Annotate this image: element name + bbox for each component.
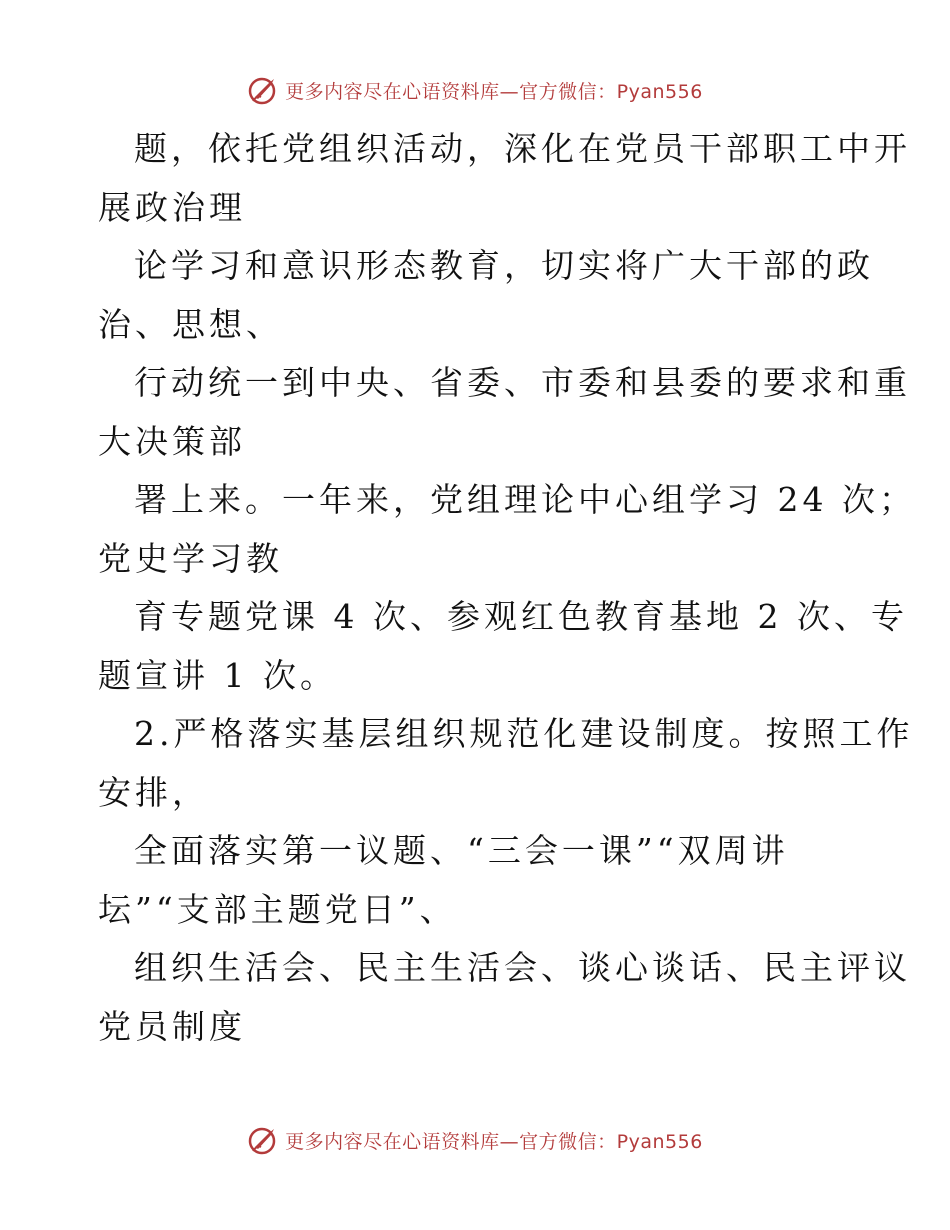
text-line: 治、思想、 — [98, 304, 283, 344]
text-line: 全面落实第一议题、“三会一课”“双周讲 — [134, 831, 789, 870]
text-line: 行动统一到中央、省委、市委和县委的要求和重 — [134, 363, 911, 402]
text-line: 坛”“支部主题党日”、 — [98, 889, 457, 929]
text-line: 党员制度 — [98, 1006, 246, 1046]
text-line: 安排， — [98, 772, 209, 812]
text-line: 展政治理 — [98, 187, 246, 227]
text-line: 育专题党课 4 次、参观红色教育基地 2 次、专 — [134, 597, 908, 636]
text-line: 2.严格落实基层组织规范化建设制度。按照工作 — [134, 714, 914, 753]
text-line: 论学习和意识形态教育，切实将广大干部的政 — [134, 246, 874, 285]
header-watermark — [0, 70, 950, 110]
text-line: 大决策部 — [98, 421, 246, 461]
header-watermark-text: 更多内容尽在心语资料库—官方微信：Pyan556 — [285, 80, 703, 103]
text-line: 题，依托党组织活动，深化在党员干部职工中开 — [134, 129, 911, 168]
pen-logo-icon — [247, 1123, 281, 1157]
document-body — [98, 120, 916, 1056]
footer-watermark-text: 更多内容尽在心语资料库—官方微信：Pyan556 — [285, 1130, 703, 1153]
footer-watermark — [0, 1120, 950, 1160]
text-line: 署上来。一年来，党组理论中心组学习 24 次； — [134, 480, 916, 519]
text-line: 组织生活会、民主生活会、谈心谈话、民主评议 — [134, 948, 911, 987]
text-line: 党史学习教 — [98, 538, 283, 578]
text-line: 题宣讲 1 次。 — [98, 655, 337, 695]
pen-logo-icon — [247, 73, 281, 107]
